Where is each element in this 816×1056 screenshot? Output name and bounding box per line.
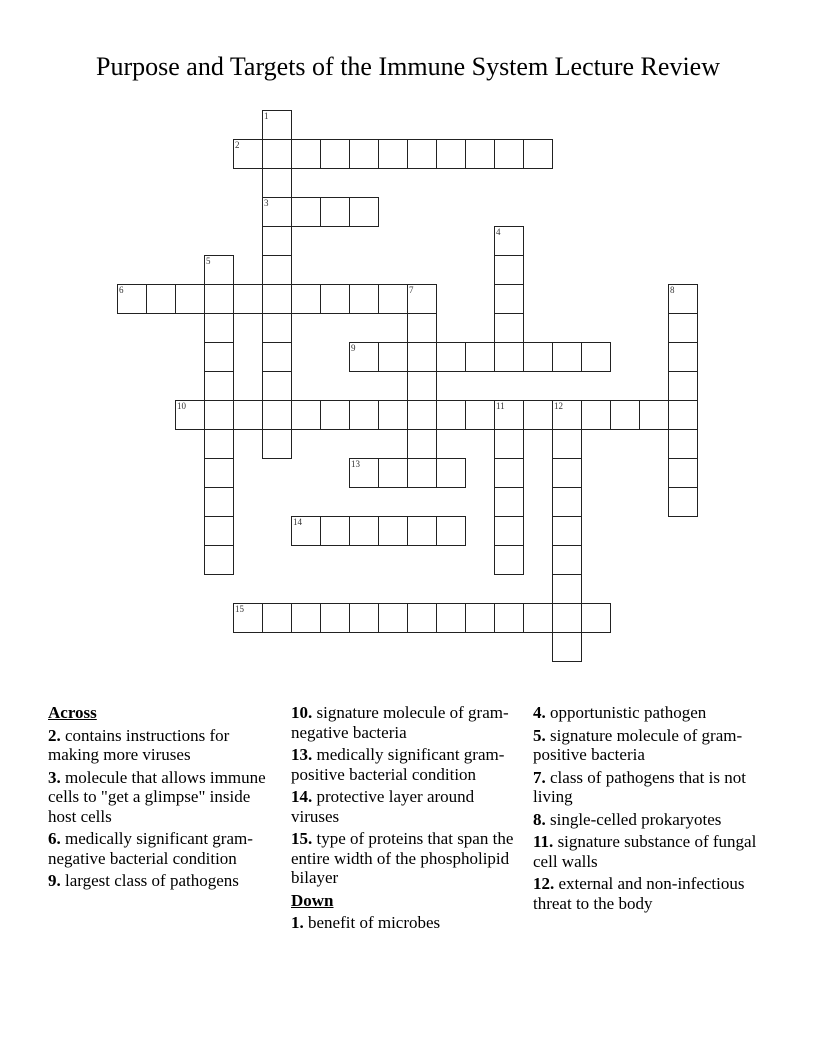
crossword-cell[interactable] xyxy=(407,400,437,430)
crossword-cell[interactable] xyxy=(465,139,495,169)
crossword-cell[interactable] xyxy=(494,342,524,372)
clue-text: opportunistic pathogen xyxy=(550,703,707,722)
clue-number: 12. xyxy=(533,874,555,893)
cell-number: 3 xyxy=(264,198,269,208)
crossword-cell[interactable] xyxy=(668,342,698,372)
crossword-cell[interactable] xyxy=(291,516,321,546)
crossword-cell[interactable] xyxy=(262,603,292,633)
crossword-cell[interactable] xyxy=(262,197,292,227)
cell-number: 2 xyxy=(235,140,240,150)
crossword-cell[interactable] xyxy=(349,400,379,430)
crossword-cell[interactable] xyxy=(262,284,292,314)
crossword-cell[interactable] xyxy=(552,487,582,517)
crossword-cell[interactable] xyxy=(494,516,524,546)
crossword-cell[interactable] xyxy=(349,458,379,488)
clue-text: molecule that allows immune cells to "get a glimpse" inside host cells xyxy=(48,767,266,826)
crossword-cell[interactable] xyxy=(320,603,350,633)
crossword-cell[interactable] xyxy=(668,487,698,517)
crossword-cell[interactable] xyxy=(204,429,234,459)
clue-text: signature substance of fungal cell walls xyxy=(533,832,757,871)
crossword-cell[interactable] xyxy=(320,197,350,227)
crossword-cell[interactable] xyxy=(581,342,611,372)
crossword-cell[interactable] xyxy=(349,284,379,314)
crossword-cell[interactable] xyxy=(378,603,408,633)
crossword-cell[interactable] xyxy=(262,342,292,372)
crossword-cell[interactable] xyxy=(552,429,582,459)
crossword-cell[interactable] xyxy=(494,139,524,169)
crossword-cell[interactable] xyxy=(668,429,698,459)
crossword-cell[interactable] xyxy=(494,458,524,488)
crossword-cell[interactable] xyxy=(262,255,292,285)
cell-number: 5 xyxy=(206,256,211,266)
crossword-cell[interactable] xyxy=(610,400,640,430)
clue-number: 11. xyxy=(533,832,554,851)
crossword-cell[interactable] xyxy=(204,516,234,546)
crossword-cell[interactable] xyxy=(552,603,582,633)
clues-column-1 xyxy=(48,703,273,894)
crossword-cell[interactable] xyxy=(552,574,582,604)
crossword-cell[interactable] xyxy=(494,226,524,256)
clue-down-7 xyxy=(533,768,758,807)
clue-across-10 xyxy=(291,703,516,742)
clue-down-11 xyxy=(533,832,758,871)
clues-column-3 xyxy=(533,703,758,916)
down-heading: Down xyxy=(291,890,334,910)
cell-number: 9 xyxy=(351,343,356,353)
cell-number: 11 xyxy=(496,401,505,411)
crossword-cell[interactable] xyxy=(349,342,379,372)
crossword-cell[interactable] xyxy=(407,371,437,401)
crossword-cell[interactable] xyxy=(320,400,350,430)
crossword-cell[interactable] xyxy=(436,458,466,488)
crossword-cell[interactable] xyxy=(117,284,147,314)
cell-number: 6 xyxy=(119,285,124,295)
crossword-cell[interactable] xyxy=(436,342,466,372)
cell-number: 13 xyxy=(351,459,360,469)
clue-number: 13. xyxy=(291,745,313,764)
clue-text: medically significant gram-positive bacterial condition xyxy=(291,745,505,784)
crossword-cell[interactable] xyxy=(436,516,466,546)
crossword-cell[interactable] xyxy=(320,284,350,314)
crossword-cell[interactable] xyxy=(552,632,582,662)
clue-text: protective layer around viruses xyxy=(291,787,475,826)
clue-across-14 xyxy=(291,787,516,826)
cell-number: 7 xyxy=(409,285,414,295)
crossword-cell[interactable] xyxy=(378,458,408,488)
cell-number: 14 xyxy=(293,517,302,527)
crossword-cell[interactable] xyxy=(407,603,437,633)
crossword-cell[interactable] xyxy=(291,197,321,227)
clue-down-1 xyxy=(291,913,516,933)
cell-number: 1 xyxy=(264,111,269,121)
crossword-cell[interactable] xyxy=(436,139,466,169)
crossword-cell[interactable] xyxy=(233,139,263,169)
crossword-cell[interactable] xyxy=(262,429,292,459)
crossword-cell[interactable] xyxy=(407,429,437,459)
crossword-cell[interactable] xyxy=(523,603,553,633)
clue-text: medically significant gram-negative bacterial condition xyxy=(48,829,253,868)
clue-text: contains instructions for making more viruses xyxy=(48,725,230,764)
crossword-cell[interactable] xyxy=(175,284,205,314)
crossword-cell[interactable] xyxy=(233,284,263,314)
crossword-cell[interactable] xyxy=(349,516,379,546)
clue-text: signature molecule of gram-negative bacteria xyxy=(291,703,509,742)
clue-text: benefit of microbes xyxy=(308,913,441,932)
crossword-cell[interactable] xyxy=(523,139,553,169)
clue-across-3 xyxy=(48,768,273,827)
crossword-cell[interactable] xyxy=(407,458,437,488)
crossword-cell[interactable] xyxy=(407,284,437,314)
crossword-cell[interactable] xyxy=(204,458,234,488)
crossword-cell[interactable] xyxy=(639,400,669,430)
clue-number: 15. xyxy=(291,829,313,848)
crossword-cell[interactable] xyxy=(204,545,234,575)
clue-number: 6. xyxy=(48,829,61,848)
crossword-cell[interactable] xyxy=(523,342,553,372)
crossword-cell[interactable] xyxy=(465,400,495,430)
crossword-cell[interactable] xyxy=(494,545,524,575)
crossword-cell[interactable] xyxy=(320,516,350,546)
crossword-cell[interactable] xyxy=(465,342,495,372)
clue-across-2 xyxy=(48,726,273,765)
crossword-cell[interactable] xyxy=(668,458,698,488)
clue-down-4 xyxy=(533,703,758,723)
cell-number: 15 xyxy=(235,604,244,614)
across-heading: Across xyxy=(48,703,97,722)
clue-text: single-celled prokaryotes xyxy=(550,809,722,829)
cell-number: 8 xyxy=(670,285,675,295)
cell-number: 4 xyxy=(496,227,501,237)
crossword-cell[interactable] xyxy=(262,110,292,140)
crossword-cell[interactable] xyxy=(262,226,292,256)
crossword-cell[interactable] xyxy=(291,603,321,633)
crossword-cell[interactable] xyxy=(407,342,437,372)
crossword-cell[interactable] xyxy=(407,313,437,343)
crossword-cell[interactable] xyxy=(552,458,582,488)
clue-number: 3. xyxy=(48,767,61,787)
clue-down-5 xyxy=(533,726,758,765)
crossword-cell[interactable] xyxy=(378,284,408,314)
crossword-cell[interactable] xyxy=(436,603,466,633)
crossword-cell[interactable] xyxy=(523,400,553,430)
crossword-cell[interactable] xyxy=(668,400,698,430)
crossword-cell[interactable] xyxy=(494,255,524,285)
clue-across-6 xyxy=(48,829,273,868)
crossword-cell[interactable] xyxy=(204,255,234,285)
crossword-cell[interactable] xyxy=(320,139,350,169)
crossword-cell[interactable] xyxy=(581,603,611,633)
clue-number: 14. xyxy=(291,787,313,806)
crossword-grid xyxy=(117,110,717,670)
clue-down-8 xyxy=(533,810,758,830)
crossword-cell[interactable] xyxy=(204,400,234,430)
crossword-cell[interactable] xyxy=(204,371,234,401)
crossword-cell[interactable] xyxy=(204,487,234,517)
crossword-cell[interactable] xyxy=(668,313,698,343)
crossword-cell[interactable] xyxy=(175,400,205,430)
clue-number: 9. xyxy=(48,871,61,890)
crossword-cell[interactable] xyxy=(552,516,582,546)
crossword-cell[interactable] xyxy=(436,400,466,430)
clues-column-2 xyxy=(291,703,516,936)
crossword-cell[interactable] xyxy=(552,342,582,372)
cell-number: 12 xyxy=(554,401,563,411)
crossword-cell[interactable] xyxy=(262,168,292,198)
clue-text: class of pathogens that is not living xyxy=(533,767,746,806)
clue-text: type of proteins that span the entire width of the phospholipid bilayer xyxy=(291,829,514,887)
crossword-cell[interactable] xyxy=(204,342,234,372)
crossword-cell[interactable] xyxy=(349,603,379,633)
crossword-cell[interactable] xyxy=(407,516,437,546)
clue-number: 8. xyxy=(533,809,546,829)
crossword-cell[interactable] xyxy=(494,603,524,633)
crossword-cell[interactable] xyxy=(494,429,524,459)
crossword-cell[interactable] xyxy=(233,400,263,430)
crossword-cell[interactable] xyxy=(262,400,292,430)
crossword-cell[interactable] xyxy=(378,342,408,372)
crossword-cell[interactable] xyxy=(291,400,321,430)
clue-across-13 xyxy=(291,745,516,784)
crossword-cell[interactable] xyxy=(378,516,408,546)
clue-text: signature molecule of gram-positive bacteria xyxy=(533,725,743,764)
crossword-cell[interactable] xyxy=(204,284,234,314)
crossword-cell[interactable] xyxy=(378,139,408,169)
clue-number: 5. xyxy=(533,725,546,745)
crossword-cell[interactable] xyxy=(465,603,495,633)
crossword-cell[interactable] xyxy=(494,400,524,430)
crossword-cell[interactable] xyxy=(494,284,524,314)
crossword-cell[interactable] xyxy=(262,139,292,169)
crossword-cell[interactable] xyxy=(552,545,582,575)
crossword-cell[interactable] xyxy=(262,371,292,401)
clue-number: 7. xyxy=(533,767,546,787)
crossword-cell[interactable] xyxy=(552,400,582,430)
crossword-cell[interactable] xyxy=(668,284,698,314)
clue-number: 1. xyxy=(291,913,304,932)
crossword-cell[interactable] xyxy=(349,139,379,169)
clue-across-15 xyxy=(291,829,516,888)
crossword-cell[interactable] xyxy=(233,603,263,633)
crossword-cell[interactable] xyxy=(494,313,524,343)
cell-number: 10 xyxy=(177,401,186,411)
crossword-cell[interactable] xyxy=(349,197,379,227)
page-title: Purpose and Targets of the Immune System Lecture Review xyxy=(96,52,720,81)
crossword-cell[interactable] xyxy=(146,284,176,314)
crossword-cell[interactable] xyxy=(668,371,698,401)
clue-down-12 xyxy=(533,874,758,913)
crossword-cell[interactable] xyxy=(204,313,234,343)
crossword-cell[interactable] xyxy=(291,284,321,314)
clue-number: 10. xyxy=(291,703,313,722)
crossword-cell[interactable] xyxy=(407,139,437,169)
clue-across-9 xyxy=(48,871,273,891)
crossword-cell[interactable] xyxy=(262,313,292,343)
clue-text: external and non-infectious threat to the body xyxy=(533,874,745,913)
clue-number: 2. xyxy=(48,725,61,745)
crossword-cell[interactable] xyxy=(581,400,611,430)
clue-text: largest class of pathogens xyxy=(65,871,239,890)
crossword-cell[interactable] xyxy=(291,139,321,169)
clue-number: 4. xyxy=(533,703,546,722)
crossword-cell[interactable] xyxy=(378,400,408,430)
crossword-cell[interactable] xyxy=(494,487,524,517)
